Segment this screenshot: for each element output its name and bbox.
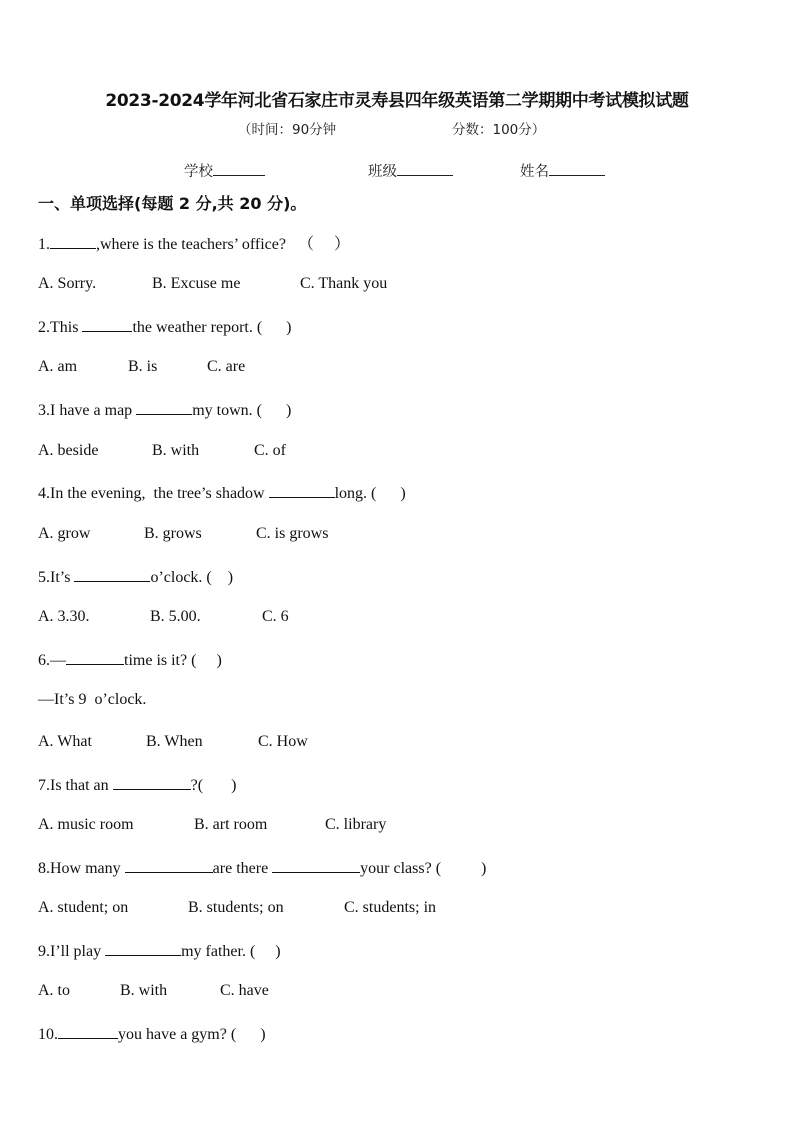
- exam-time: （时间：90分钟: [238, 122, 337, 138]
- q7-option-c: C. library: [325, 816, 387, 833]
- q4-option-c: C. is grows: [256, 525, 329, 542]
- q5-option-b: B. 5.00.: [150, 608, 201, 625]
- question-8: 8.How many are there your class? ( ): [38, 857, 486, 879]
- question-6-answer-line: —It’s 9 o’clock.: [38, 691, 147, 708]
- name-label: 姓名: [520, 164, 549, 180]
- school-label: 学校: [184, 164, 213, 180]
- question-6: 6.— time is it? ( ): [38, 649, 222, 671]
- q6-option-b: B. When: [146, 733, 203, 750]
- q2-option-a: A. am: [38, 358, 78, 375]
- question-7: 7.Is that an ?( ): [38, 774, 236, 796]
- exam-score: 分数：100分）: [452, 122, 546, 138]
- q6-option-a: A. What: [38, 733, 92, 750]
- question-10: 10. you have a gym? ( ): [38, 1023, 266, 1045]
- q9-option-c: C. have: [220, 982, 269, 999]
- exam-title: 2023-2024学年河北省石家庄市灵寿县四年级英语第二学期期中考试模拟试题: [105, 91, 689, 111]
- q5-option-c: C. 6: [262, 608, 289, 625]
- q8-option-b: B. students; on: [188, 899, 284, 916]
- q2-option-c: C. are: [207, 358, 246, 375]
- q9-option-a: A. to: [38, 982, 70, 999]
- q6-option-c: C. How: [258, 733, 308, 750]
- q3-option-a: A. beside: [38, 442, 99, 459]
- q5-option-a: A. 3.30.: [38, 608, 90, 625]
- question-3: 3.I have a map my town. ( ): [38, 399, 291, 421]
- q4-option-a: A. grow: [38, 525, 91, 542]
- question-1: 1. ,where is the teachers’ office? （ ）: [38, 233, 350, 255]
- q1-option-a: A. Sorry.: [38, 275, 97, 292]
- q9-option-b: B. with: [120, 982, 168, 999]
- class-field: [368, 160, 453, 181]
- name-field: [520, 160, 605, 181]
- school-field: [184, 160, 265, 181]
- question-9: 9.I’ll play my father. ( ): [38, 940, 281, 962]
- section-heading: 一、单项选择(每题 2 分,共 20 分)。: [38, 194, 307, 213]
- q2-option-b: B. is: [128, 358, 158, 375]
- question-4: 4.In the evening, the tree’s shadow long. ( ): [38, 482, 406, 504]
- q7-option-b: B. art room: [194, 816, 268, 833]
- q4-option-b: B. grows: [144, 525, 202, 542]
- q7-option-a: A. music room: [38, 816, 134, 833]
- q1-option-c: C. Thank you: [300, 275, 388, 292]
- class-label: 班级: [368, 164, 397, 180]
- q8-option-a: A. student; on: [38, 899, 129, 916]
- q1-option-b: B. Excuse me: [152, 275, 241, 292]
- q3-option-c: C. of: [254, 442, 286, 459]
- q8-option-c: C. students; in: [344, 899, 437, 916]
- q3-option-b: B. with: [152, 442, 200, 459]
- question-2: 2.This the weather report. ( ): [38, 316, 292, 338]
- question-5: 5.It’s o’clock. ( ): [38, 566, 233, 588]
